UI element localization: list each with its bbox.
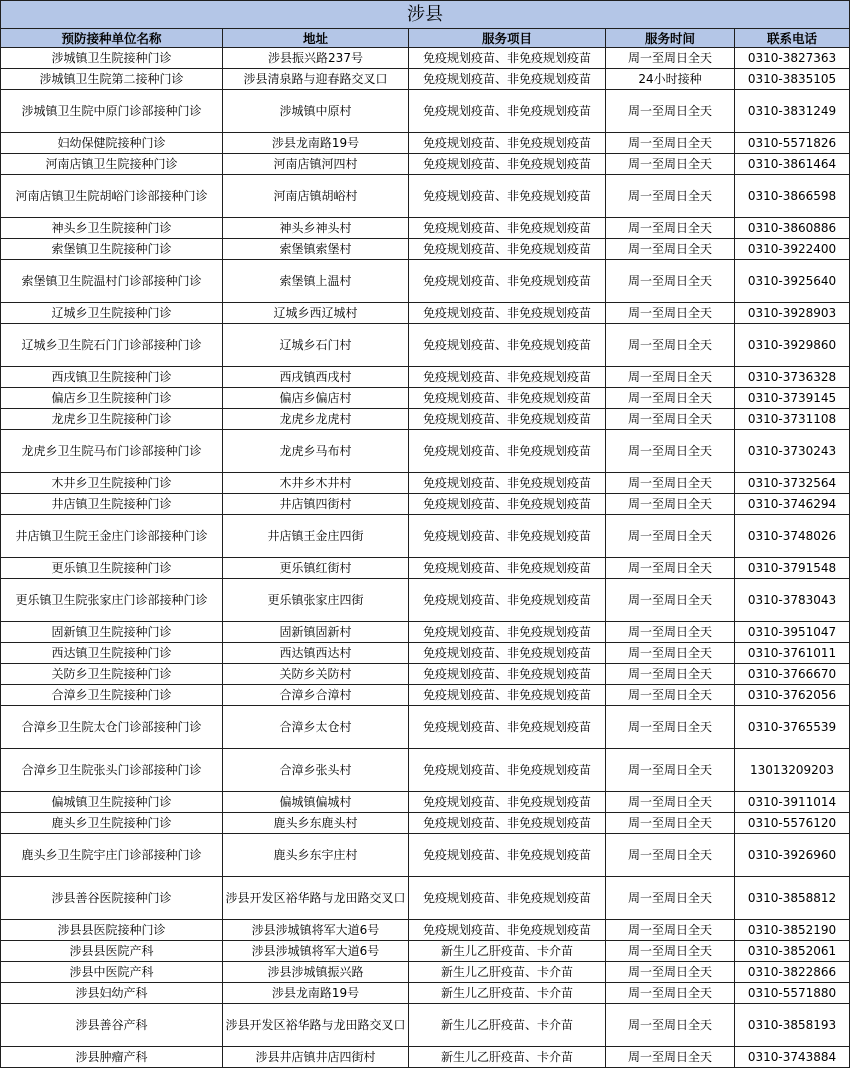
cell-unit-name: 神头乡卫生院接种门诊 (1, 218, 223, 239)
cell-hours: 周一至周日全天 (606, 154, 735, 175)
cell-service: 免疫规划疫苗、非免疫规划疫苗 (409, 303, 606, 324)
cell-service: 新生儿乙肝疫苗、卡介苗 (409, 1047, 606, 1068)
cell-hours: 周一至周日全天 (606, 834, 735, 877)
cell-service: 免疫规划疫苗、非免疫规划疫苗 (409, 622, 606, 643)
cell-unit-name: 涉城镇卫生院中原门诊部接种门诊 (1, 90, 223, 133)
table-row (1, 48, 850, 69)
cell-unit-name: 偏店乡卫生院接种门诊 (1, 388, 223, 409)
table-row (1, 324, 850, 367)
cell-unit-name: 龙虎乡卫生院接种门诊 (1, 409, 223, 430)
cell-phone: 0310-3783043 (735, 579, 850, 622)
table-row (1, 133, 850, 154)
cell-service: 免疫规划疫苗、非免疫规划疫苗 (409, 218, 606, 239)
cell-phone: 0310-5576120 (735, 813, 850, 834)
cell-service: 免疫规划疫苗、非免疫规划疫苗 (409, 749, 606, 792)
cell-address: 龙虎乡马布村 (223, 430, 409, 473)
cell-address: 涉县开发区裕华路与龙田路交叉口 (223, 1004, 409, 1047)
header-row (1, 29, 850, 48)
cell-service: 免疫规划疫苗、非免疫规划疫苗 (409, 558, 606, 579)
cell-address: 合漳乡太仓村 (223, 706, 409, 749)
cell-hours: 周一至周日全天 (606, 1047, 735, 1068)
cell-unit-name: 索堡镇卫生院温村门诊部接种门诊 (1, 260, 223, 303)
table-row (1, 706, 850, 749)
cell-phone: 0310-3929860 (735, 324, 850, 367)
cell-service: 免疫规划疫苗、非免疫规划疫苗 (409, 813, 606, 834)
table-row (1, 834, 850, 877)
cell-unit-name: 涉县妇幼产科 (1, 983, 223, 1004)
table-row (1, 303, 850, 324)
cell-service: 免疫规划疫苗、非免疫规划疫苗 (409, 90, 606, 133)
table-row (1, 90, 850, 133)
cell-phone: 0310-3822866 (735, 962, 850, 983)
table-row (1, 877, 850, 920)
cell-service: 免疫规划疫苗、非免疫规划疫苗 (409, 324, 606, 367)
cell-unit-name: 木井乡卫生院接种门诊 (1, 473, 223, 494)
cell-phone: 0310-3732564 (735, 473, 850, 494)
cell-unit-name: 合漳乡卫生院太仓门诊部接种门诊 (1, 706, 223, 749)
cell-phone: 0310-3852190 (735, 920, 850, 941)
cell-unit-name: 龙虎乡卫生院马布门诊部接种门诊 (1, 430, 223, 473)
cell-phone: 0310-3858193 (735, 1004, 850, 1047)
cell-hours: 周一至周日全天 (606, 260, 735, 303)
cell-service: 新生儿乙肝疫苗、卡介苗 (409, 941, 606, 962)
cell-address: 索堡镇索堡村 (223, 239, 409, 260)
cell-address: 偏店乡偏店村 (223, 388, 409, 409)
cell-unit-name: 涉县善谷医院接种门诊 (1, 877, 223, 920)
cell-address: 涉县涉城镇将军大道6号 (223, 920, 409, 941)
cell-unit-name: 关防乡卫生院接种门诊 (1, 664, 223, 685)
cell-service: 免疫规划疫苗、非免疫规划疫苗 (409, 69, 606, 90)
cell-unit-name: 井店镇卫生院接种门诊 (1, 494, 223, 515)
cell-hours: 周一至周日全天 (606, 90, 735, 133)
cell-address: 河南店镇河四村 (223, 154, 409, 175)
cell-unit-name: 西戌镇卫生院接种门诊 (1, 367, 223, 388)
cell-hours: 周一至周日全天 (606, 430, 735, 473)
cell-unit-name: 涉县肿瘤产科 (1, 1047, 223, 1068)
table-row (1, 920, 850, 941)
cell-service: 免疫规划疫苗、非免疫规划疫苗 (409, 133, 606, 154)
table-row (1, 558, 850, 579)
cell-hours: 周一至周日全天 (606, 515, 735, 558)
table-row (1, 494, 850, 515)
cell-phone: 0310-3925640 (735, 260, 850, 303)
cell-hours: 周一至周日全天 (606, 622, 735, 643)
table-row (1, 1047, 850, 1068)
cell-hours: 周一至周日全天 (606, 941, 735, 962)
cell-hours: 周一至周日全天 (606, 749, 735, 792)
cell-unit-name: 辽城乡卫生院石门门诊部接种门诊 (1, 324, 223, 367)
cell-unit-name: 西达镇卫生院接种门诊 (1, 643, 223, 664)
cell-phone: 0310-3739145 (735, 388, 850, 409)
cell-address: 涉县井店镇井店四街村 (223, 1047, 409, 1068)
cell-unit-name: 辽城乡卫生院接种门诊 (1, 303, 223, 324)
cell-hours: 24小时接种 (606, 69, 735, 90)
cell-service: 免疫规划疫苗、非免疫规划疫苗 (409, 643, 606, 664)
header-address: 地址 (223, 29, 409, 48)
cell-address: 西达镇西达村 (223, 643, 409, 664)
table-row (1, 983, 850, 1004)
cell-hours: 周一至周日全天 (606, 175, 735, 218)
cell-service: 免疫规划疫苗、非免疫规划疫苗 (409, 494, 606, 515)
cell-phone: 0310-3926960 (735, 834, 850, 877)
cell-service: 免疫规划疫苗、非免疫规划疫苗 (409, 515, 606, 558)
cell-unit-name: 更乐镇卫生院张家庄门诊部接种门诊 (1, 579, 223, 622)
table-row (1, 218, 850, 239)
cell-address: 辽城乡西辽城村 (223, 303, 409, 324)
cell-address: 鹿头乡东鹿头村 (223, 813, 409, 834)
cell-hours: 周一至周日全天 (606, 48, 735, 69)
cell-service: 免疫规划疫苗、非免疫规划疫苗 (409, 685, 606, 706)
cell-hours: 周一至周日全天 (606, 1004, 735, 1047)
cell-hours: 周一至周日全天 (606, 664, 735, 685)
cell-phone: 0310-3831249 (735, 90, 850, 133)
cell-address: 索堡镇上温村 (223, 260, 409, 303)
cell-hours: 周一至周日全天 (606, 643, 735, 664)
cell-address: 合漳乡张头村 (223, 749, 409, 792)
table-row (1, 579, 850, 622)
cell-address: 涉县龙南路19号 (223, 133, 409, 154)
cell-address: 更乐镇红街村 (223, 558, 409, 579)
cell-phone: 0310-3928903 (735, 303, 850, 324)
cell-address: 固新镇固新村 (223, 622, 409, 643)
cell-phone: 0310-3827363 (735, 48, 850, 69)
cell-service: 免疫规划疫苗、非免疫规划疫苗 (409, 664, 606, 685)
cell-service: 免疫规划疫苗、非免疫规划疫苗 (409, 367, 606, 388)
cell-phone: 0310-3746294 (735, 494, 850, 515)
cell-address: 河南店镇胡峪村 (223, 175, 409, 218)
cell-phone: 0310-3730243 (735, 430, 850, 473)
table-row (1, 515, 850, 558)
cell-phone: 0310-5571826 (735, 133, 850, 154)
cell-address: 井店镇王金庄四街 (223, 515, 409, 558)
cell-unit-name: 涉县县医院产科 (1, 941, 223, 962)
cell-phone: 0310-3866598 (735, 175, 850, 218)
cell-unit-name: 固新镇卫生院接种门诊 (1, 622, 223, 643)
table-row (1, 643, 850, 664)
table-title: 涉县 (1, 1, 850, 29)
cell-address: 涉县清泉路与迎春路交叉口 (223, 69, 409, 90)
table-row (1, 239, 850, 260)
table-row (1, 792, 850, 813)
cell-phone: 0310-3951047 (735, 622, 850, 643)
cell-service: 免疫规划疫苗、非免疫规划疫苗 (409, 473, 606, 494)
cell-unit-name: 妇幼保健院接种门诊 (1, 133, 223, 154)
cell-address: 西戌镇西戌村 (223, 367, 409, 388)
cell-address: 辽城乡石门村 (223, 324, 409, 367)
cell-service: 免疫规划疫苗、非免疫规划疫苗 (409, 388, 606, 409)
cell-unit-name: 鹿头乡卫生院宇庄门诊部接种门诊 (1, 834, 223, 877)
cell-phone: 0310-3766670 (735, 664, 850, 685)
cell-address: 神头乡神头村 (223, 218, 409, 239)
cell-phone: 0310-3858812 (735, 877, 850, 920)
table-row (1, 749, 850, 792)
cell-phone: 0310-3861464 (735, 154, 850, 175)
cell-address: 木井乡木井村 (223, 473, 409, 494)
cell-phone: 0310-3791548 (735, 558, 850, 579)
cell-service: 免疫规划疫苗、非免疫规划疫苗 (409, 792, 606, 813)
table-row (1, 388, 850, 409)
header-hours: 服务时间 (606, 29, 735, 48)
table-row (1, 69, 850, 90)
cell-hours: 周一至周日全天 (606, 685, 735, 706)
cell-hours: 周一至周日全天 (606, 367, 735, 388)
cell-unit-name: 涉县中医院产科 (1, 962, 223, 983)
cell-service: 免疫规划疫苗、非免疫规划疫苗 (409, 430, 606, 473)
cell-address: 涉城镇中原村 (223, 90, 409, 133)
cell-service: 免疫规划疫苗、非免疫规划疫苗 (409, 239, 606, 260)
header-phone: 联系电话 (735, 29, 850, 48)
cell-hours: 周一至周日全天 (606, 324, 735, 367)
cell-unit-name: 涉县善谷产科 (1, 1004, 223, 1047)
cell-unit-name: 索堡镇卫生院接种门诊 (1, 239, 223, 260)
cell-address: 关防乡关防村 (223, 664, 409, 685)
cell-address: 偏城镇偏城村 (223, 792, 409, 813)
cell-service: 免疫规划疫苗、非免疫规划疫苗 (409, 834, 606, 877)
cell-service: 免疫规划疫苗、非免疫规划疫苗 (409, 175, 606, 218)
cell-hours: 周一至周日全天 (606, 579, 735, 622)
cell-unit-name: 合漳乡卫生院接种门诊 (1, 685, 223, 706)
cell-unit-name: 鹿头乡卫生院接种门诊 (1, 813, 223, 834)
header-unit-name: 预防接种单位名称 (1, 29, 223, 48)
cell-service: 新生儿乙肝疫苗、卡介苗 (409, 1004, 606, 1047)
cell-service: 免疫规划疫苗、非免疫规划疫苗 (409, 920, 606, 941)
cell-address: 更乐镇张家庄四街 (223, 579, 409, 622)
cell-service: 免疫规划疫苗、非免疫规划疫苗 (409, 706, 606, 749)
cell-phone: 13013209203 (735, 749, 850, 792)
cell-hours: 周一至周日全天 (606, 813, 735, 834)
cell-service: 免疫规划疫苗、非免疫规划疫苗 (409, 154, 606, 175)
cell-service: 新生儿乙肝疫苗、卡介苗 (409, 983, 606, 1004)
cell-phone: 0310-3761011 (735, 643, 850, 664)
cell-phone: 0310-3860886 (735, 218, 850, 239)
cell-hours: 周一至周日全天 (606, 133, 735, 154)
cell-phone: 0310-3835105 (735, 69, 850, 90)
table-row (1, 367, 850, 388)
cell-address: 鹿头乡东宇庄村 (223, 834, 409, 877)
table-row (1, 154, 850, 175)
cell-phone: 0310-3731108 (735, 409, 850, 430)
table-row (1, 813, 850, 834)
cell-unit-name: 涉城镇卫生院接种门诊 (1, 48, 223, 69)
cell-address: 涉县涉城镇将军大道6号 (223, 941, 409, 962)
cell-unit-name: 河南店镇卫生院胡峪门诊部接种门诊 (1, 175, 223, 218)
cell-unit-name: 井店镇卫生院王金庄门诊部接种门诊 (1, 515, 223, 558)
cell-hours: 周一至周日全天 (606, 239, 735, 260)
cell-service: 免疫规划疫苗、非免疫规划疫苗 (409, 409, 606, 430)
cell-service: 新生儿乙肝疫苗、卡介苗 (409, 962, 606, 983)
cell-phone: 0310-3762056 (735, 685, 850, 706)
table-row (1, 175, 850, 218)
table-row (1, 260, 850, 303)
table-row (1, 473, 850, 494)
header-service: 服务项目 (409, 29, 606, 48)
cell-unit-name: 合漳乡卫生院张头门诊部接种门诊 (1, 749, 223, 792)
table-row (1, 409, 850, 430)
cell-address: 涉县龙南路19号 (223, 983, 409, 1004)
cell-unit-name: 更乐镇卫生院接种门诊 (1, 558, 223, 579)
cell-phone: 0310-3922400 (735, 239, 850, 260)
cell-unit-name: 偏城镇卫生院接种门诊 (1, 792, 223, 813)
cell-service: 免疫规划疫苗、非免疫规划疫苗 (409, 579, 606, 622)
cell-phone: 0310-3748026 (735, 515, 850, 558)
cell-service: 免疫规划疫苗、非免疫规划疫苗 (409, 48, 606, 69)
table-row (1, 622, 850, 643)
cell-phone: 0310-3736328 (735, 367, 850, 388)
table-body (1, 48, 850, 1068)
cell-hours: 周一至周日全天 (606, 962, 735, 983)
cell-unit-name: 涉县县医院接种门诊 (1, 920, 223, 941)
table-row (1, 685, 850, 706)
cell-unit-name: 涉城镇卫生院第二接种门诊 (1, 69, 223, 90)
cell-address: 涉县涉城镇振兴路 (223, 962, 409, 983)
cell-hours: 周一至周日全天 (606, 983, 735, 1004)
cell-phone: 0310-3765539 (735, 706, 850, 749)
table-row (1, 941, 850, 962)
cell-hours: 周一至周日全天 (606, 920, 735, 941)
cell-phone: 0310-3743884 (735, 1047, 850, 1068)
cell-address: 井店镇四街村 (223, 494, 409, 515)
cell-address: 龙虎乡龙虎村 (223, 409, 409, 430)
cell-phone: 0310-5571880 (735, 983, 850, 1004)
cell-hours: 周一至周日全天 (606, 409, 735, 430)
table-row (1, 430, 850, 473)
cell-hours: 周一至周日全天 (606, 303, 735, 324)
cell-address: 合漳乡合漳村 (223, 685, 409, 706)
cell-phone: 0310-3911014 (735, 792, 850, 813)
cell-address: 涉县开发区裕华路与龙田路交叉口 (223, 877, 409, 920)
cell-hours: 周一至周日全天 (606, 494, 735, 515)
cell-phone: 0310-3852061 (735, 941, 850, 962)
cell-hours: 周一至周日全天 (606, 473, 735, 494)
cell-hours: 周一至周日全天 (606, 877, 735, 920)
cell-hours: 周一至周日全天 (606, 388, 735, 409)
cell-hours: 周一至周日全天 (606, 558, 735, 579)
cell-address: 涉县振兴路237号 (223, 48, 409, 69)
cell-hours: 周一至周日全天 (606, 706, 735, 749)
cell-unit-name: 河南店镇卫生院接种门诊 (1, 154, 223, 175)
cell-hours: 周一至周日全天 (606, 218, 735, 239)
cell-hours: 周一至周日全天 (606, 792, 735, 813)
cell-service: 免疫规划疫苗、非免疫规划疫苗 (409, 260, 606, 303)
table-row (1, 664, 850, 685)
table-row (1, 1004, 850, 1047)
cell-service: 免疫规划疫苗、非免疫规划疫苗 (409, 877, 606, 920)
table-row (1, 962, 850, 983)
